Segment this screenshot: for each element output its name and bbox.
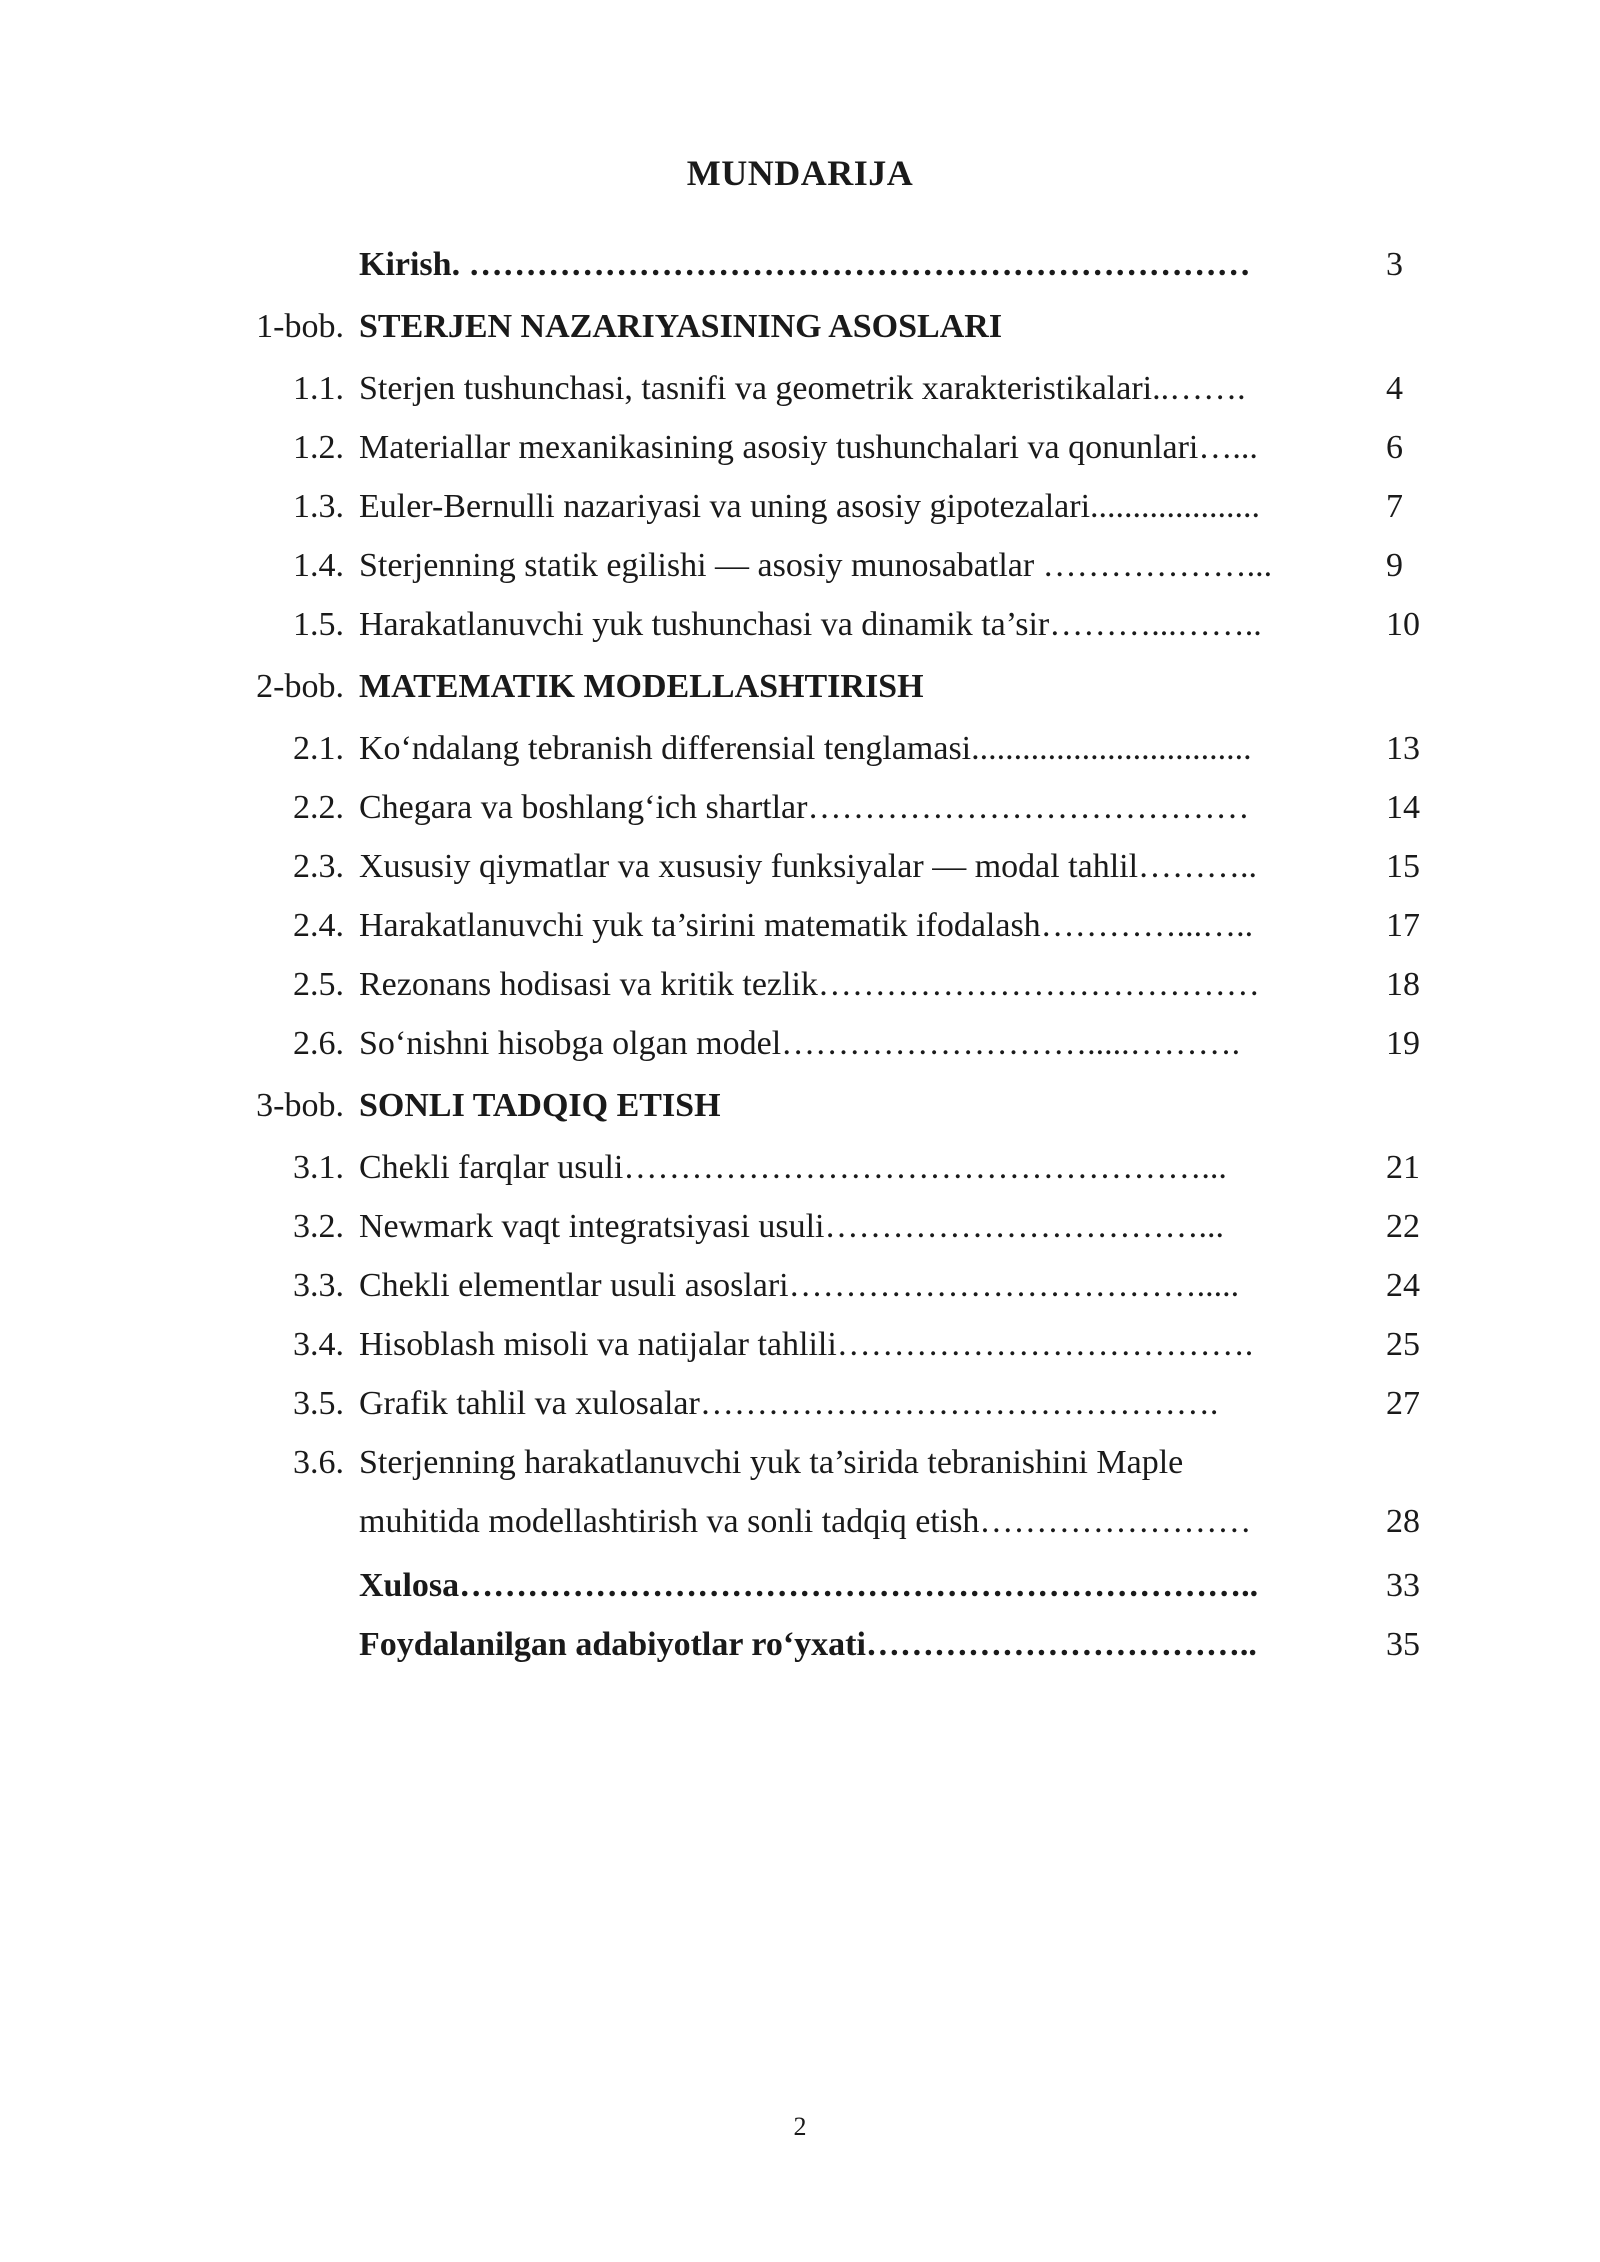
toc-entry-title: Foydalanilgan adabiyotlar ro‘yxati……………………………..: [359, 1626, 1257, 1663]
toc-entry-row: [0, 1492, 1600, 1556]
toc-entry-title: Sterjenning statik egilishi — asosiy munosabatlar ………………...: [359, 547, 1273, 584]
toc-entry-title: Harakatlanuvchi yuk tushunchasi va dinamik ta’sir………...……..: [359, 606, 1262, 643]
toc-chapter-row: [0, 294, 1600, 359]
table-of-contents: [0, 235, 1600, 1674]
toc-entry-row: [0, 477, 1600, 536]
toc-entry-page: 28: [1386, 1503, 1420, 1540]
toc-entry-title: Kirish. ……………………………………………………………: [359, 246, 1251, 283]
toc-chapter-row: [0, 654, 1600, 719]
toc-entry-page: 7: [1386, 488, 1403, 525]
toc-entry-row: [0, 1197, 1600, 1256]
toc-entry-title: Xususiy qiymatlar va xususiy funksiyalar — modal tahlil………..: [359, 848, 1258, 885]
toc-entry-row: [0, 1315, 1600, 1374]
toc-chapter-row: [0, 1073, 1600, 1138]
toc-entry-title: SONLI TADQIQ ETISH: [359, 1087, 721, 1124]
toc-entry-page: 24: [1386, 1267, 1420, 1304]
toc-entry-row: [0, 1433, 1600, 1492]
toc-entry-title: Euler-Bernulli nazariyasi va uning asosiy gipotezalari....................: [359, 488, 1261, 525]
toc-entry-title: Harakatlanuvchi yuk ta’sirini matematik ifodalash…………...…..: [359, 907, 1254, 944]
toc-entry-title: Xulosa……………………………………………………………..: [359, 1567, 1259, 1604]
toc-entry-row: [0, 778, 1600, 837]
toc-entry-row: [0, 837, 1600, 896]
toc-entry-page: 17: [1386, 907, 1420, 944]
toc-entry-row: [0, 235, 1600, 294]
toc-entry-page: 33: [1386, 1567, 1420, 1604]
toc-entry-row: [0, 359, 1600, 418]
toc-entry-title: Ko‘ndalang tebranish differensial tenglamasi.................................: [359, 730, 1252, 767]
toc-entry-page: 35: [1386, 1626, 1420, 1663]
toc-entry-title: muhitida modellashtirish va sonli tadqiq etish……………………: [359, 1503, 1252, 1540]
toc-entry-number: 3.6.: [293, 1444, 344, 1481]
toc-entry-number: 1.3.: [293, 488, 344, 525]
toc-entry-number: 3.5.: [293, 1385, 344, 1422]
toc-entry-title: Chegara va boshlang‘ich shartlar…………………………………: [359, 789, 1250, 826]
toc-entry-row: [0, 418, 1600, 477]
toc-entry-row: [0, 595, 1600, 654]
toc-entry-number: 1-bob.: [256, 308, 344, 345]
toc-entry-number: 2.6.: [293, 1025, 344, 1062]
toc-entry-row: [0, 1138, 1600, 1197]
toc-entry-number: 2.5.: [293, 966, 344, 1003]
toc-entry-number: 2.1.: [293, 730, 344, 767]
toc-entry-number: 3-bob.: [256, 1087, 344, 1124]
toc-entry-number: 1.5.: [293, 606, 344, 643]
toc-entry-row: [0, 1374, 1600, 1433]
toc-entry-page: 22: [1386, 1208, 1420, 1245]
toc-entry-number: 3.2.: [293, 1208, 344, 1245]
toc-entry-row: [0, 719, 1600, 778]
toc-entry-number: 2.2.: [293, 789, 344, 826]
toc-entry-title: So‘nishni hisobga olgan model……………………….....……….: [359, 1025, 1241, 1062]
toc-entry-title: Chekli farqlar usuli……………………………………………...: [359, 1149, 1227, 1186]
toc-entry-row: [0, 1556, 1600, 1615]
toc-entry-page: 6: [1386, 429, 1403, 466]
toc-entry-row: [0, 896, 1600, 955]
toc-entry-title: Grafik tahlil va xulosalar……………………………………….: [359, 1385, 1219, 1422]
toc-entry-title: MATEMATIK MODELLASHTIRISH: [359, 668, 924, 705]
toc-entry-page: 13: [1386, 730, 1420, 767]
toc-entry-page: 15: [1386, 848, 1420, 885]
toc-entry-title: STERJEN NAZARIYASINING ASOSLARI: [359, 308, 1003, 345]
toc-entry-page: 10: [1386, 606, 1420, 643]
toc-entry-number: 1.2.: [293, 429, 344, 466]
toc-entry-page: 27: [1386, 1385, 1420, 1422]
toc-entry-number: 2-bob.: [256, 668, 344, 705]
toc-entry-page: 25: [1386, 1326, 1420, 1363]
toc-entry-title: Rezonans hodisasi va kritik tezlik…………………………………: [359, 966, 1260, 1003]
toc-entry-page: 18: [1386, 966, 1420, 1003]
toc-entry-title: Newmark vaqt integratsiyasi usuli……………………………...: [359, 1208, 1225, 1245]
toc-entry-title: Materiallar mexanikasining asosiy tushunchalari va qonunlari…...: [359, 429, 1258, 466]
toc-entry-number: 1.1.: [293, 370, 344, 407]
toc-entry-title: Hisoblash misoli va natijalar tahlili……………………………….: [359, 1326, 1254, 1363]
page-title: MUNDARIJA: [686, 153, 914, 193]
toc-entry-number: 1.4.: [293, 547, 344, 584]
toc-entry-number: 3.1.: [293, 1149, 344, 1186]
toc-entry-number: 2.3.: [293, 848, 344, 885]
toc-entry-page: 9: [1386, 547, 1403, 584]
toc-entry-number: 3.3.: [293, 1267, 344, 1304]
toc-entry-row: [0, 955, 1600, 1014]
toc-entry-row: [0, 1615, 1600, 1674]
toc-entry-title: Sterjenning harakatlanuvchi yuk ta’sirida tebranishini Maple: [359, 1444, 1184, 1481]
page-number: 2: [793, 2112, 807, 2141]
toc-entry-page: 4: [1386, 370, 1403, 407]
toc-entry-page: 14: [1386, 789, 1420, 826]
toc-entry-page: 21: [1386, 1149, 1420, 1186]
toc-entry-row: [0, 1256, 1600, 1315]
toc-entry-number: 3.4.: [293, 1326, 344, 1363]
toc-entry-row: [0, 536, 1600, 595]
toc-entry-number: 2.4.: [293, 907, 344, 944]
toc-entry-title: Sterjen tushunchasi, tasnifi va geometrik xarakteristikalari..…….: [359, 370, 1246, 407]
toc-entry-row: [0, 1014, 1600, 1073]
toc-entry-page: 3: [1386, 246, 1403, 283]
toc-entry-title: Chekli elementlar usuli asoslari……………………………….....: [359, 1267, 1240, 1304]
toc-entry-page: 19: [1386, 1025, 1420, 1062]
